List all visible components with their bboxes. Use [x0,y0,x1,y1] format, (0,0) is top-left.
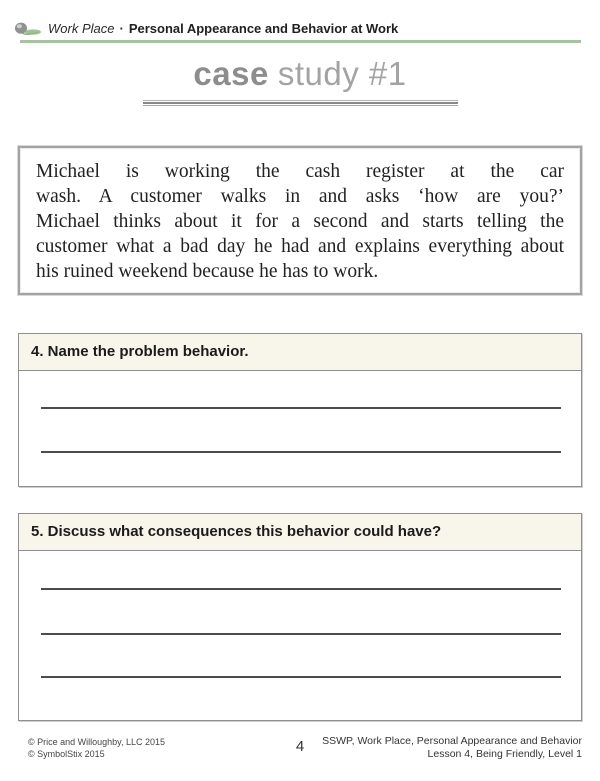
page-title-bold-word: case [193,55,269,92]
footer-series-line: SSWP, Work Place, Personal Appearance and Behavior [322,735,582,747]
copyright-line-2: © SymbolStix 2015 [28,749,105,759]
series-title: Work Place [48,20,115,36]
scenario-text-line: customer what a bad day he had and explains everything about [36,236,564,257]
header-rule [20,40,581,43]
answer-line [41,451,561,453]
scenario-text-line: wash. A customer walks in and asks ‘how are you?’ [36,186,564,207]
scenario-text-line: Michael thinks about it for a second and starts telling the [36,211,564,232]
scenario-text-line: Michael is working the cash register at the car [36,161,564,182]
answer-line [41,588,561,590]
title-separator: · [119,20,124,36]
question-4-label: 4. Name the problem behavior. [19,334,581,371]
footer-lesson-info [322,735,582,761]
question-5-label: 5. Discuss what consequences this behavior could have? [19,514,581,551]
scenario-box [18,146,582,295]
copyright-line-1: © Price and Willoughby, LLC 2015 [28,737,166,747]
answer-line [41,633,561,635]
page-header [14,19,398,37]
answer-line [41,676,561,678]
title-underline [143,100,458,107]
question-4-box [18,333,582,487]
question-5-box [18,513,582,721]
page-title [0,55,600,93]
publisher-logo-icon [14,21,42,36]
scenario-text-line: his ruined weekend because he has to work. [36,261,379,282]
page-title-light-words: study #1 [277,55,407,92]
answer-line [41,407,561,409]
footer-lesson-line: Lesson 4, Being Friendly, Level 1 [427,748,582,760]
page-number: 4 [295,738,305,755]
lesson-title: Personal Appearance and Behavior at Work [128,20,399,36]
